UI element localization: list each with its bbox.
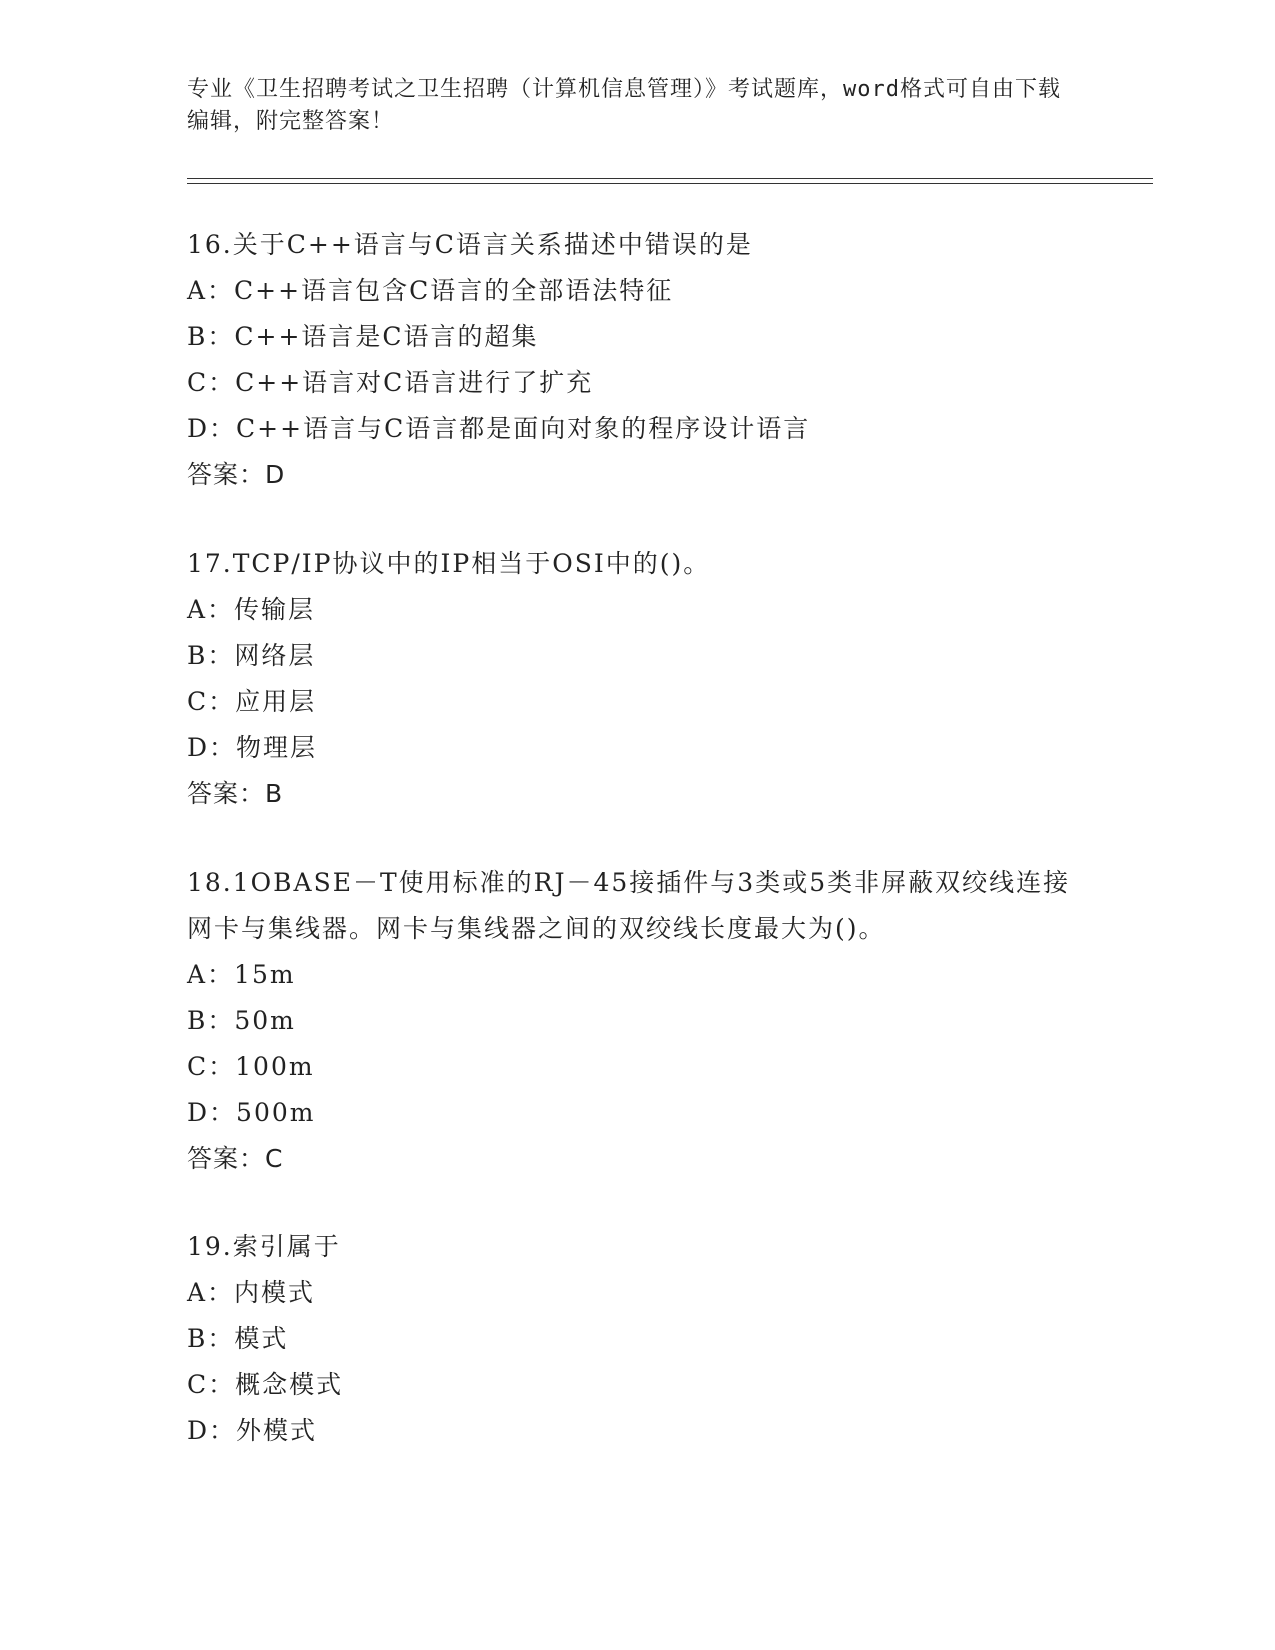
answer: 答案：C <box>187 1144 284 1173</box>
option-c: C：100m <box>187 1052 315 1081</box>
question-stem: 19.索引属于 <box>187 1232 341 1261</box>
option-b: B：网络层 <box>187 641 316 670</box>
option-d: D：物理层 <box>187 733 318 762</box>
option-b: B：50m <box>187 1006 296 1035</box>
question-16 <box>187 222 1087 498</box>
option-c: C：应用层 <box>187 687 317 716</box>
question-17 <box>187 541 1087 817</box>
option-a: A：内模式 <box>187 1278 316 1307</box>
question-stem: 18.1OBASE－T使用标准的RJ－45接插件与3类或5类非屏蔽双绞线连接网卡与集线器。网卡与集线器之间的双绞线长度最大为()。 <box>187 868 1071 943</box>
option-d: D：C++语言与C语言都是面向对象的程序设计语言 <box>187 414 811 443</box>
question-18 <box>187 860 1077 1182</box>
answer: 答案：B <box>187 779 284 808</box>
option-d: D：500m <box>187 1098 316 1127</box>
question-stem: 17.TCP/IP协议中的IP相当于OSI中的()。 <box>187 549 711 578</box>
option-a: A：C++语言包含C语言的全部语法特征 <box>187 276 674 305</box>
option-b: B：模式 <box>187 1324 289 1353</box>
option-b: B：C++语言是C语言的超集 <box>187 322 539 351</box>
document-header: 专业《卫生招聘考试之卫生招聘（计算机信息管理）》考试题库，word格式可自由下载编辑，附完整答案！ <box>187 77 1061 134</box>
option-c: C：C++语言对C语言进行了扩充 <box>187 368 594 397</box>
question-stem: 16.关于C++语言与C语言关系描述中错误的是 <box>187 230 753 259</box>
header-divider-top <box>187 178 1153 179</box>
question-19 <box>187 1224 1087 1454</box>
answer: 答案：D <box>187 460 286 489</box>
option-d: D：外模式 <box>187 1416 318 1445</box>
option-a: A：15m <box>187 960 296 989</box>
option-a: A：传输层 <box>187 595 316 624</box>
header-divider-bottom <box>187 183 1153 184</box>
option-c: C：概念模式 <box>187 1370 344 1399</box>
